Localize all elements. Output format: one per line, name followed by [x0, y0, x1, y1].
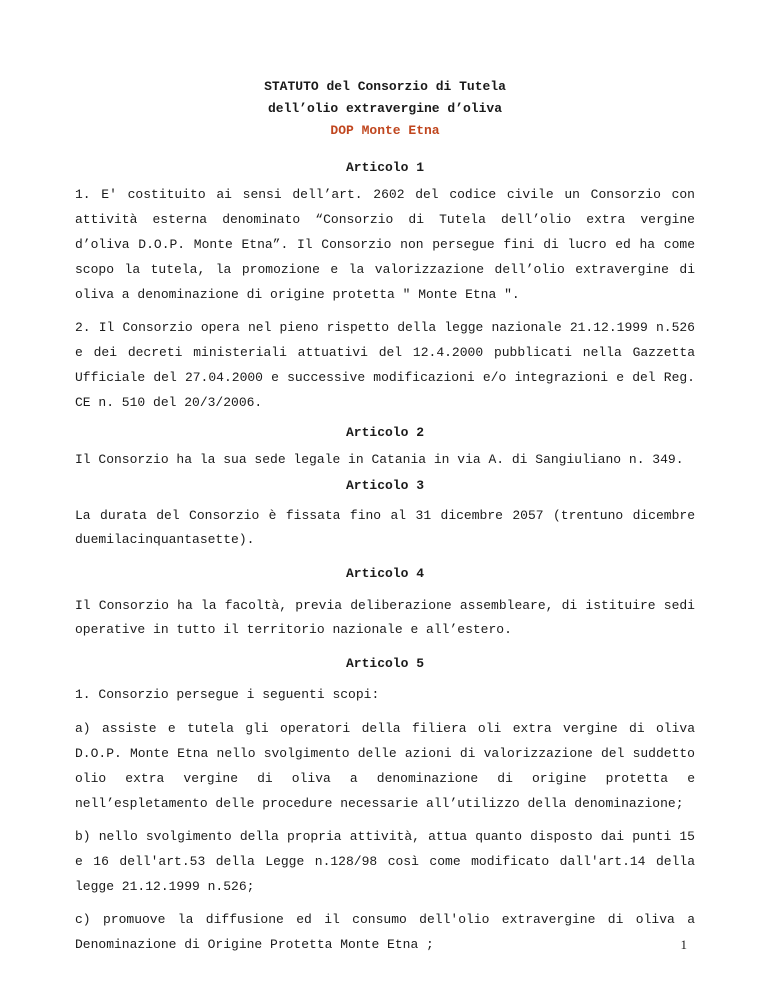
page-number: 1: [680, 937, 687, 952]
article-1-heading: Articolo 1: [345, 160, 424, 175]
article-2-heading: Articolo 2: [345, 425, 424, 440]
article-5-item-a: a) assiste e tutela gli operatori della filiera oli extra vergine di oliva D.O.P. Monte Etna nello svolgimento delle azioni di valorizzazione del suddetto olio extra vergine di oliva a denominazione di origine protetta e nell’espletamento delle procedure necessarie all’utilizzo della denominazione;: [75, 721, 695, 811]
article-5-heading: Articolo 5: [345, 656, 424, 671]
article-5-item-c: c) promuove la diffusione ed il consumo dell'olio extravergine di oliva a Denominazione di Origine Protetta Monte Etna ;: [75, 912, 695, 952]
article-5-item-b: b) nello svolgimento della propria attività, attua quanto disposto dai punti 15 e 16 dell'art.53 della Legge n.128/98 così come modificato dall'art.14 della legge 21.12.1999 n.526;: [75, 829, 695, 894]
document-title-line-1: STATUTO del Consorzio di Tutela: [264, 79, 506, 94]
article-5-intro: 1. Consorzio persegue i seguenti scopi:: [75, 687, 380, 702]
article-3-heading: Articolo 3: [345, 478, 424, 493]
article-1-paragraph-1: 1. E' costituito ai sensi dell’art. 2602 del codice civile un Consorzio con attività esterna denominato “Consorzio di Tutela dell’olio extra vergine d’oliva D.O.P. Monte Etna”. Il Consorzio non persegue fini di lucro ed ha come scopo la tutela, la promozione e la valorizzazione dell’olio extravergine di oliva a denominazione di origine protetta " Monte Etna ".: [75, 187, 695, 302]
article-4-heading: Articolo 4: [345, 566, 424, 581]
document-title-line-2: dell’olio extravergine d’oliva: [267, 101, 503, 116]
document-title-line-3: DOP Monte Etna: [330, 123, 440, 138]
article-2-paragraph: Il Consorzio ha la sua sede legale in Catania in via A. di Sangiuliano n. 349.: [75, 452, 684, 467]
article-3-paragraph: La durata del Consorzio è fissata fino al 31 dicembre 2057 (trentuno dicembre duemilacinquantasette).: [75, 508, 695, 547]
article-4-paragraph: Il Consorzio ha la facoltà, previa deliberazione assembleare, di istituire sedi operative in tutto il territorio nazionale e all’estero.: [75, 598, 695, 637]
document-page: [75, 76, 695, 957]
article-1-paragraph-2: 2. Il Consorzio opera nel pieno rispetto della legge nazionale 21.12.1999 n.526 e dei decreti ministeriali attuativi del 12.4.2000 pubblicati nella Gazzetta Ufficiale del 27.04.2000 e successive modificazioni e/o integrazioni e del Reg. CE n. 510 del 20/3/2006.: [75, 320, 695, 410]
